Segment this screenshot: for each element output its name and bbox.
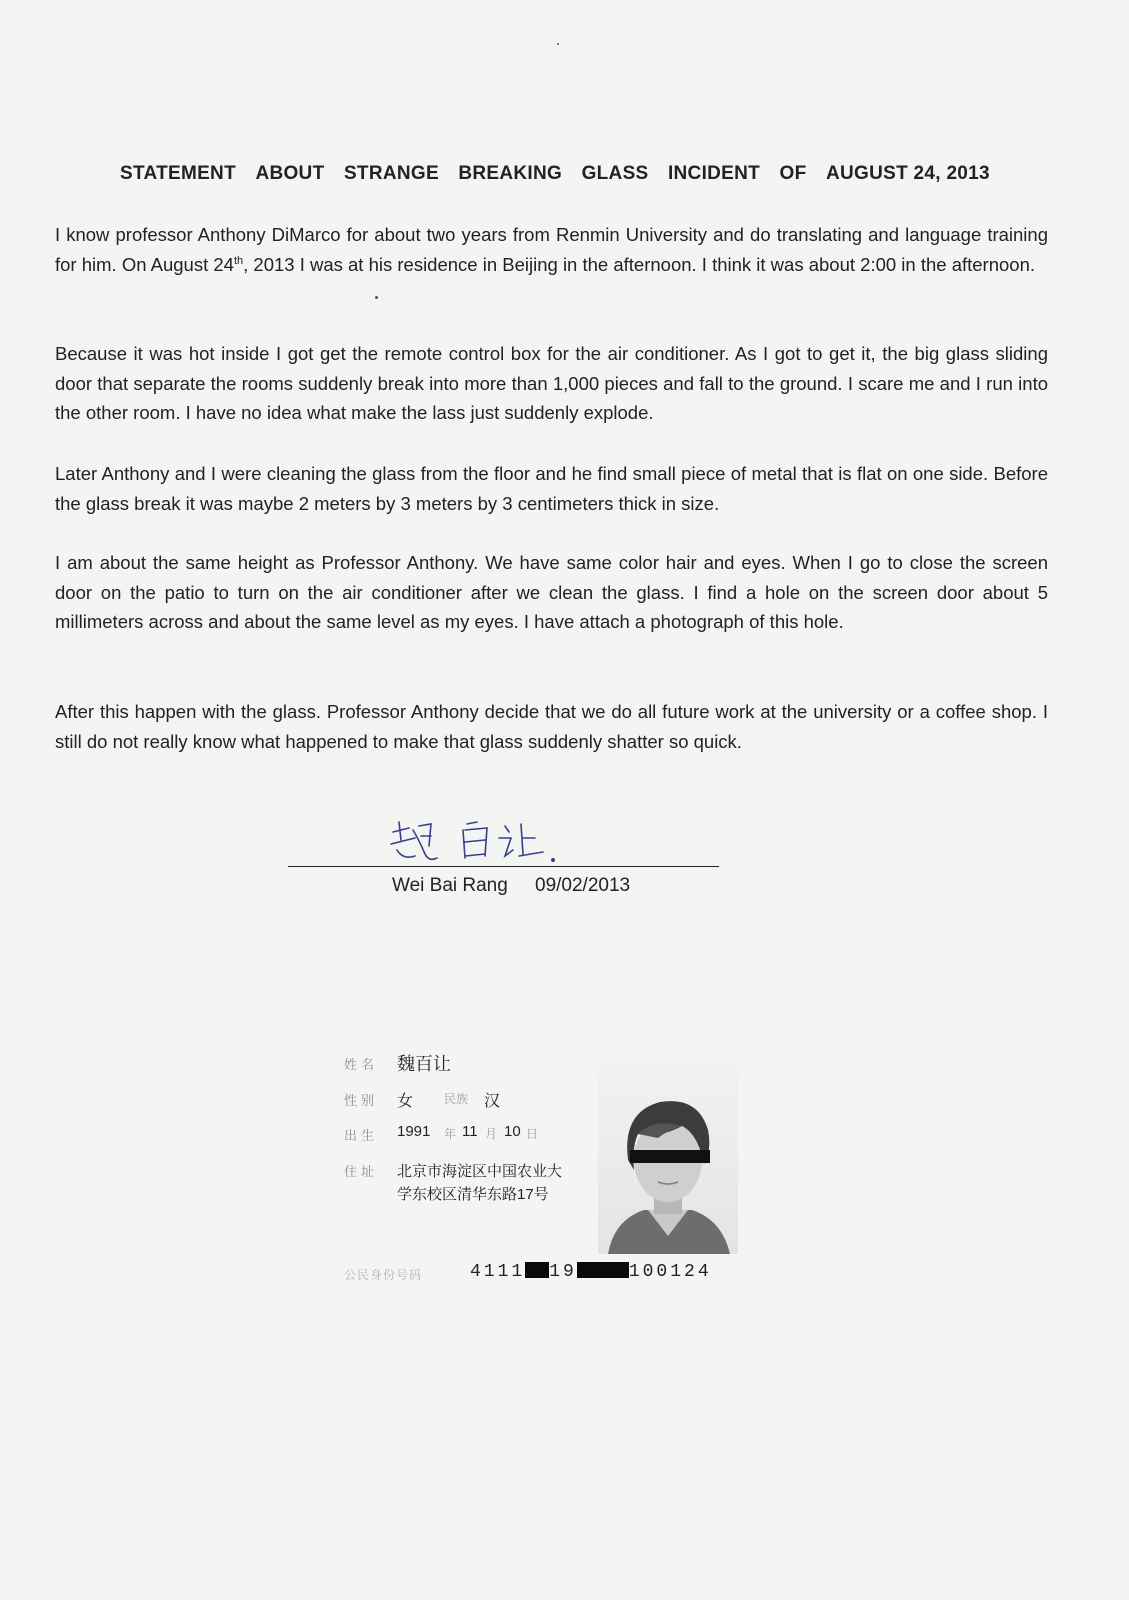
title-word: INCIDENT	[667, 163, 761, 184]
paragraph-3: Later Anthony and I were cleaning the glass from the floor and he find small piece of metal that is flat on one side. Before the glass break it was maybe 2 meters by 3 meters by 3 centimeters thick in size.	[55, 463, 1048, 514]
title-word: STATEMENT	[120, 163, 236, 184]
id-photo	[598, 1060, 738, 1254]
title-word: AUGUST 24, 2013	[825, 163, 990, 184]
id-year-char: 年	[444, 1127, 457, 1141]
id-name-label: 姓名	[344, 1057, 379, 1072]
id-ethnicity-label: 民族	[444, 1092, 469, 1106]
handwritten-signature	[385, 810, 585, 870]
title-word: OF	[779, 163, 807, 184]
signature-date: 09/02/2013	[535, 875, 631, 896]
id-number-part-3: 100124	[628, 1262, 712, 1282]
id-address-line-1: 北京市海淀区中国农业大	[397, 1163, 563, 1180]
id-birth-year: 1991	[397, 1123, 431, 1140]
redaction-bar	[577, 1262, 629, 1278]
id-address-label: 住址	[344, 1164, 379, 1179]
id-sex-label: 性别	[344, 1093, 379, 1108]
id-card-copy	[322, 1018, 762, 1288]
title-word: STRANGE	[343, 163, 439, 184]
id-name-value: 魏百让	[397, 1054, 451, 1074]
id-number-part-1: 4111	[470, 1262, 526, 1282]
paragraph-2: Because it was hot inside I got get the remote control box for the air conditioner. As I got to get it, the big glass sliding door that separate the rooms suddenly break into more than 1,000 pieces and fall to the ground. I scare me and I run into the other room. I have no idea what make the lass just suddenly explode.	[55, 343, 1048, 423]
paragraph-1	[55, 220, 1048, 279]
title-word: GLASS	[581, 163, 649, 184]
stray-mark	[557, 43, 559, 45]
title-word: ABOUT	[255, 163, 325, 184]
id-month-char: 月	[485, 1127, 498, 1141]
id-birth-label: 出生	[344, 1128, 379, 1143]
id-day-char: 日	[526, 1127, 539, 1141]
paragraph-1-text-b: , 2013 I was at his residence in Beijing in the afternoon. I think it was about 2:00 in the afternoon.	[243, 253, 1036, 275]
id-number-label: 公民身份号码	[344, 1268, 423, 1282]
redaction-bar	[525, 1262, 549, 1278]
stray-mark	[375, 296, 378, 299]
paragraph-4: I am about the same height as Professor Anthony. We have same color hair and eyes. When I go to close the screen door on the patio to turn on the air conditioner after we clean the glass. I find a hole on the screen door about 5 millimeters across and about the same level as my eyes. I have attach a photograph of this hole.	[55, 552, 1048, 632]
id-number-part-2: 19	[549, 1262, 577, 1282]
id-address-line-2: 学东校区清华东路17号	[397, 1186, 549, 1203]
paragraph-1-text-a: I know professor Anthony DiMarco for about two years from Renmin University and do translating and language training for him. On August 24	[55, 224, 1048, 275]
id-birth-month: 11	[462, 1123, 478, 1140]
title-word: BREAKING	[458, 163, 563, 184]
statement-title	[120, 163, 990, 185]
paragraph-5: After this happen with the glass. Professor Anthony decide that we do all future work at the university or a coffee shop. I still do not really know what happened to make that glass suddenly shatter so quick.	[55, 701, 1048, 752]
ordinal-suffix: th	[233, 254, 244, 267]
id-ethnicity-value: 汉	[484, 1093, 501, 1110]
id-sex-value: 女	[397, 1093, 414, 1110]
id-birth-day: 10	[504, 1123, 521, 1140]
signature-line	[288, 866, 719, 867]
signer-name: Wei Bai Rang	[392, 875, 508, 896]
id-number	[470, 1262, 712, 1282]
